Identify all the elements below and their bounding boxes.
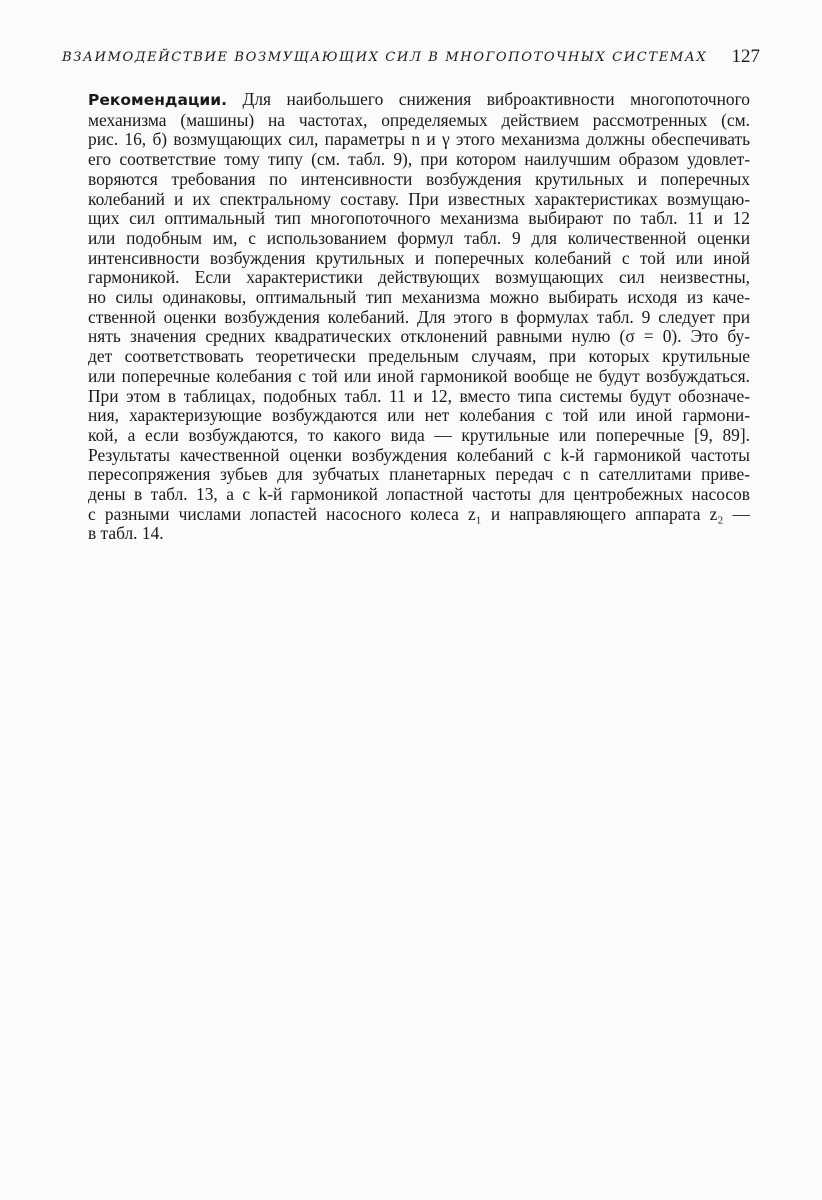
text-line: При этом в таблицах, подобных табл. 11 и 12, вместо типа системы будут обозначе- [88, 385, 750, 406]
running-title: ВЗАИМОДЕЙСТВИЕ ВОЗМУЩАЮЩИХ СИЛ В МНОГОПОТОЧНЫХ СИСТЕМАХ [62, 50, 708, 65]
page-number: 127 [731, 46, 760, 67]
text-line: ственной оценки возбуждения колебаний. Для этого в формулах табл. 9 следует при [88, 306, 750, 327]
text-line [88, 90, 750, 111]
text-line: Результаты качественной оценки возбуждения колебаний с k-й гармоникой частоты [88, 444, 750, 465]
text-line: кой, а если возбуждаются, то какого вида — крутильные или поперечные [9, 89]. [88, 424, 750, 445]
text-line: но силы одинаковы, оптимальный тип механизма можно выбирать исходя из каче- [88, 287, 750, 308]
text-line: пересопряжения зубьев для зубчатых планетарных передач с n сателлитами приве- [88, 464, 750, 485]
running-header [62, 46, 760, 72]
text-line: рис. 16, б) возмущающих сил, параметры n и γ этого механизма должны обеспечивать [88, 129, 750, 150]
text-line: или подобным им, с использованием формул табл. 9 для количественной оценки [88, 227, 750, 248]
text-line: интенсивности возбуждения крутильных и поперечных колебаний с той или иной [88, 247, 750, 268]
text-line: нять значения средних квадратических отклонений равными нулю (σ = 0). Это бу- [88, 326, 750, 347]
text-line: с разными числами лопастей насосного колеса z₁ и направляющего аппарата z₂ — [88, 503, 750, 524]
text-line: механизма (машины) на частотах, определяемых действием рассмотренных (см. [88, 109, 750, 130]
text-line: колебаний и их спектральному составу. При известных характеристиках возмущаю- [88, 188, 750, 209]
text-line: или поперечные колебания с той или иной гармоникой вообще не будут возбуждаться. [88, 365, 750, 386]
text-line: в табл. 14. [88, 523, 164, 544]
text-line: щих сил оптимальный тип многопоточного механизма выбирают по табл. 11 и 12 [88, 208, 750, 229]
text-line-content: Для наибольшего снижения виброактивности многопоточного [227, 89, 750, 109]
text-line: дены в табл. 13, а с k-й гармоникой лопастной частоты для центробежных насосов [88, 484, 750, 505]
text-line: воряются требования по интенсивности возбуждения крутильных и поперечных [88, 168, 750, 189]
text-line: гармоникой. Если характеристики действующих возмущающих сил неизвестны, [88, 267, 750, 288]
text-line: ния, характеризующие возбуждаются или нет колебания с той или иной гармони- [88, 405, 750, 426]
recommendations-paragraph [88, 90, 750, 544]
text-line: его соответствие тому типу (см. табл. 9), при котором наилучшим образом удовлет- [88, 149, 750, 170]
paragraph-lead: Рекомендации. [88, 91, 228, 109]
text-line: дет соответствовать теоретически предельным случаям, при которых крутильные [88, 346, 750, 367]
